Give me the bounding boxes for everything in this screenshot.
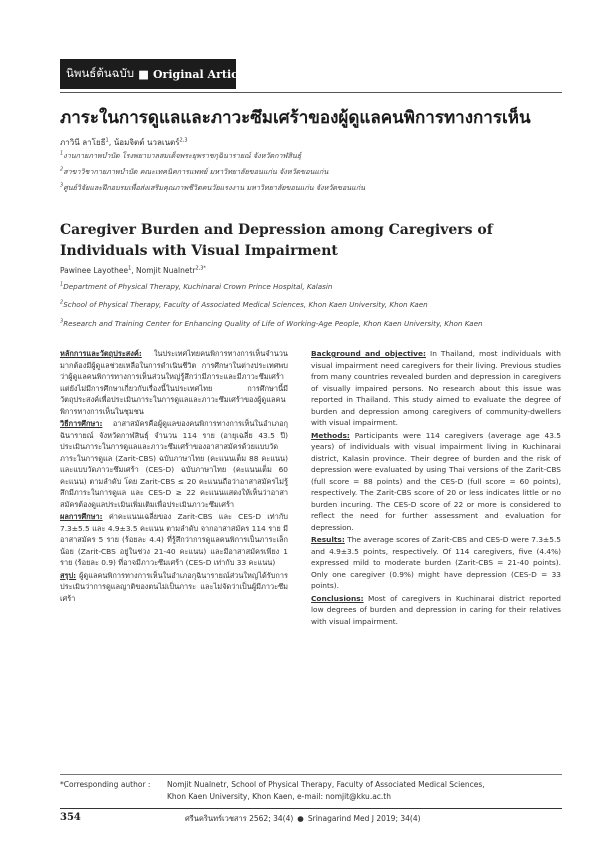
- thai-title: ภาระในการดูแลและภาวะซึมเศร้าของผู้ดูแลคนพิการทางการเห็น: [60, 108, 531, 128]
- english-affiliation-2: $^2$School of Physical Therapy, Faculty of Associated Medical Sciences, Khon Kaen University, Khon Kaen: [60, 299, 428, 309]
- journal-citation: ศรีนครินทร์เวชสาร 2562; 34(4) ● Srinagarind Med J 2019; 34(4): [185, 814, 421, 823]
- footer-rule: [60, 808, 562, 809]
- thai-abstract: [60, 348, 288, 605]
- thai-affiliation-1: $^1$งานกายภาพบำบัด โรงพยาบาลสมเด็จพระยุพราชกุฉินารายณ์ จังหวัดกาฬสินธุ์: [60, 150, 302, 160]
- english-affiliation-3: $^3$Research and Training Center for Enhancing Quality of Life of Working-Age People, Khon Kaen University, Khon Kaen: [60, 318, 483, 328]
- english-title: Caregiver Burden and Depression among Caregivers of Individuals with Visual Impairment: [60, 222, 493, 259]
- english-abstract-conclusion: Conclusions: Most of caregivers in Kuchinarai district reported low degrees of burden and depression in caring for their relatives with visual impairment.: [311, 593, 561, 626]
- english-affiliation-1: $^1$Department of Physical Therapy, Kuchinarai Crown Prince Hospital, Kalasin: [60, 281, 333, 291]
- article-type-english: Original Article: [152, 67, 249, 81]
- correspondence-line-2: Khon Kaen University, Khon Kaen, e-mail: nomjit@kku.ac.th: [167, 792, 391, 801]
- bullet-icon: ●: [297, 814, 304, 823]
- footnote-rule: [60, 774, 562, 775]
- header-rule: [60, 92, 562, 93]
- thai-affiliation-3: $^3$ศูนย์วิจัยและฝึกอบรมเพื่อส่งเสริมคุณภาพชีวิตคนวัยแรงงาน มหาวิทยาลัยขอนแก่น จังหวัดขอนแก่น: [60, 182, 366, 192]
- separator-square: ■: [138, 67, 149, 81]
- english-authors: Pawinee Layothee$^1$, Nomjit Nualnetr$^{2,3*}$: [60, 265, 206, 275]
- correspondence-label: *Corresponding author :: [60, 780, 151, 789]
- thai-abstract-conclusion: สรุป: ผู้ดูแลคนพิการทางการเห็นในอำเภอกุฉินารายณ์ส่วนใหญ่ได้รับการประเมินว่าการดูแลญาติของตนไม่เป็นภาระ และไม่จัดว่าเป็นผู้มีภาวะซึมเศร้า: [60, 570, 288, 603]
- thai-abstract-results: ผลการศึกษา: ค่าคะแนนเฉลี่ยของ Zarit-CBS และ CES-D เท่ากับ 7.3±5.5 และ 4.9±3.5 คะแนน ตามลำดับ จากอาสาสมัคร 114 ราย มีอาสาสมัคร 5 ราย (ร้อยละ 4.4) ที่รู้สึกว่าการดูแลคนพิการเป็นภาระเล็กน้อย (Zarit-CBS อยู่ในช่วง 21-40 คะแนน) และมีอาสาสมัครเพียง 1 ราย (ร้อยละ 0.9) ที่อาจมีภาวะซึมเศร้า (CES-D เท่ากับ 33 คะแนน): [60, 512, 288, 567]
- english-abstract-results: Results: The average scores of Zarit-CBS and CES-D were 7.3±5.5 and 4.9±3.5 points, respectively. Of 114 caregivers, five (4.4%) expressed mild to moderate burden (Zarit-CBS = 21-40 points). Only one caregiver (0.9%) might have depression (CES-D = 33 points).: [311, 535, 561, 590]
- thai-authors: ภาวินี ลาโยธี$^1$, น้อมจิตต์ นวลเนตร์$^{2,3}$: [60, 137, 188, 147]
- page-footer: [60, 812, 562, 826]
- english-abstract-background: Background and objective: In Thailand, most individuals with visual impairment need caregivers for their living. Previous studies from many countries revealed burden and depression in caregivers of visually impaired persons. No research about this issue was reported in Thailand. This study aimed to evaluate the degree of burden and depression among caregivers of community-dwellers with visual impairment.: [311, 349, 561, 427]
- thai-abstract-background: หลักการและวัตถุประสงค์: ในประเทศไทยคนพิการทางการเห็นจำนวนมากต้องมีผู้ดูแลช่วยเหลือในการดำเนินชีวิต การศึกษาในต่างประเทศพบว่าผู้ดูแลคนพิการทางการเห็นส่วนใหญ่รู้สึกว่ามีภาระและมีภาวะซึมเศร้า แต่ยังไม่มีการศึกษาเกี่ยวกับเรื่องนี้ในประเทศไทย การศึกษานี้มีวัตถุประสงค์เพื่อประเมินภาระในการดูแลและภาวะซึมเศร้าของผู้ดูแลคนพิการทางการเห็นในชุมชน: [60, 349, 288, 416]
- page-number: 354: [60, 812, 81, 823]
- thai-abstract-methods: วิธีการศึกษา: อาสาสมัครคือผู้ดูแลของคนพิการทางการเห็นในอำเภอกุฉินารายณ์ จังหวัดกาฬสินธุ์ จำนวน 114 ราย (อายุเฉลี่ย 43.5 ปี) ประเมินภาระในการดูแลและภาวะซึมเศร้าของอาสาสมัครด้วยแบบวัดภาระในการดูแล (Zarit-CBS) ฉบับภาษาไทย (คะแนนเต็ม 88 คะแนน) และแบบวัดภาวะซึมเศร้า (CES-D) ฉบับภาษาไทย (คะแนนเต็ม 60 คะแนน) ตามลำดับ โดย Zarit-CBS ≤ 20 คะแนนถือว่าอาสาสมัครไม่รู้สึกมีภาระในการดูแล และ CES-D ≥ 22 คะแนนแสดงให้เห็นว่าอาสาสมัครต้องดูแลประเมินเพิ่มเติมเพื่อประเมินภาวะซึมเศร้า: [60, 419, 288, 509]
- english-abstract-methods: Methods: Participants were 114 caregivers (average age 43.5 years) of individuals with visual impairment living in Kuchinarai district, Kalasin province. Their degree of burden and the risk of depression were evaluated by using Thai versions of the Zarit-CBS (full score = 88 points) and the CES-D (full score = 60 points), respectively. The Zarit-CBS score of 20 or less indicates little or no burden incuring. The CES-D score of 22 or more is considered to reflect the need for further assessment and evaluation for depression.: [311, 430, 561, 532]
- article-type-banner: [60, 59, 249, 89]
- thai-affiliation-2: $^2$สาขาวิชากายภาพบำบัด คณะเทคนิคการแพทย์ มหาวิทยาลัยขอนแก่น จังหวัดขอนแก่น: [60, 166, 329, 176]
- correspondence-line-1: Nomjit Nualnetr, School of Physical Therapy, Faculty of Associated Medical Sciences,: [167, 780, 485, 789]
- english-abstract: [311, 348, 561, 628]
- article-type-thai: นิพนธ์ต้นฉบับ: [66, 66, 135, 80]
